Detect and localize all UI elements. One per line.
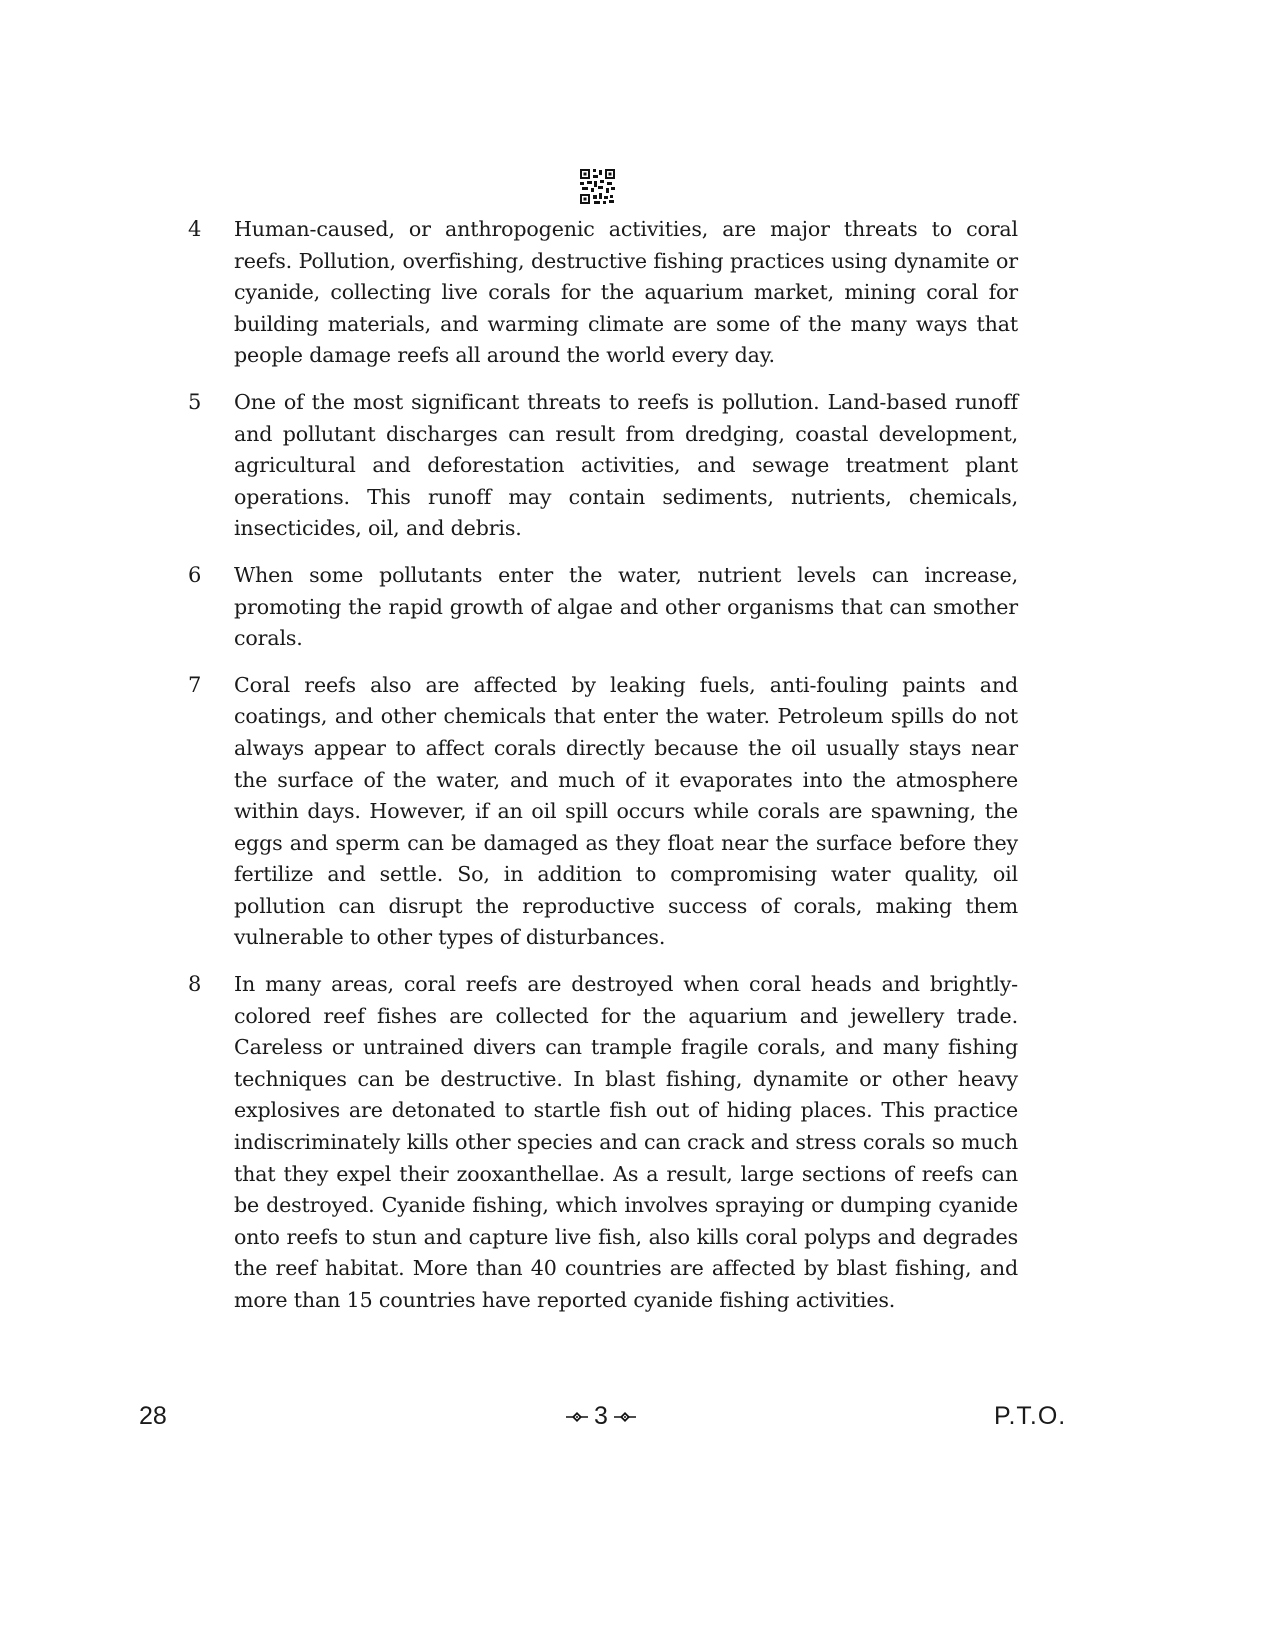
paragraph-number: 8 bbox=[188, 972, 202, 997]
diamond-ornament-icon bbox=[566, 1411, 588, 1423]
passage-body bbox=[188, 214, 1018, 1332]
paragraph-number: 5 bbox=[188, 389, 202, 414]
paragraph-text: In many areas, coral reefs are destroyed when coral heads and brightly-colored reef fishes are collected for the aquarium and jewellery trade. Careless or untrained divers can trample fragile corals, and many fishing techniques can be destructive. In blast fishing, dynamite or other heavy explosives are detonated to startle fish out of hiding places. This practice indiscriminately kills other species and can crack and stress corals so much that they expel their zooxanthellae. As a result, large sections of reefs can be destroyed. Cyanide fishing, which involves spraying or dumping cyanide onto reefs to stun and capture live fish, also kills coral polyps and degrades the reef habitat. More than 40 countries are affected by blast fishing, and more than 15 countries have reported cyanide fishing activities. bbox=[234, 972, 1018, 1312]
paragraph-number: 7 bbox=[188, 672, 202, 697]
paragraph-text: When some pollutants enter the water, nutrient levels can increase, promoting the rapid growth of algae and other organisms that can smother corals. bbox=[234, 562, 1018, 651]
paragraph-number: 4 bbox=[188, 217, 202, 241]
paragraph bbox=[188, 670, 1018, 954]
paragraph-number: 6 bbox=[188, 562, 202, 587]
page-number-block bbox=[566, 1402, 636, 1431]
paper-code: 28 bbox=[139, 1402, 167, 1430]
diamond-ornament-icon bbox=[614, 1411, 636, 1423]
paragraph bbox=[188, 214, 1018, 372]
page-number: 3 bbox=[594, 1402, 608, 1430]
paragraph-text: Human-caused, or anthropogenic activities, are major threats to coral reefs. Pollution, overfishing, destructive fishing practices using dynamite or cyanide, collecting live corals for the aquarium market, mining coral for building materials, and warming climate are some of the many ways that people damage reefs all around the world every day. bbox=[234, 217, 1018, 368]
paragraph bbox=[188, 387, 1018, 545]
paragraph-text: One of the most significant threats to reefs is pollution. Land-based runoff and pollutant discharges can result from dredging, coastal development, agricultural and deforestation activities, and sewage treatment plant operations. This runoff may contain sediments, nutrients, chemicals, insecticides, oil, and debris. bbox=[234, 389, 1018, 541]
paragraph bbox=[188, 969, 1018, 1317]
qr-code-icon bbox=[579, 168, 616, 205]
please-turn-over-label: P.T.O. bbox=[994, 1402, 1067, 1430]
paragraph bbox=[188, 560, 1018, 655]
paragraph-text: Coral reefs also are affected by leaking fuels, anti-fouling paints and coatings, and other chemicals that enter the water. Petroleum spills do not always appear to affect corals directly because the oil usually stays near the surface of the water, and much of it evaporates into the atmosphere within days. However, if an oil spill occurs while corals are spawning, the eggs and sperm can be damaged as they float near the surface before they fertilize and settle. So, in addition to compromising water quality, oil pollution can disrupt the reproductive success of corals, making them vulnerable to other types of disturbances. bbox=[234, 672, 1018, 950]
